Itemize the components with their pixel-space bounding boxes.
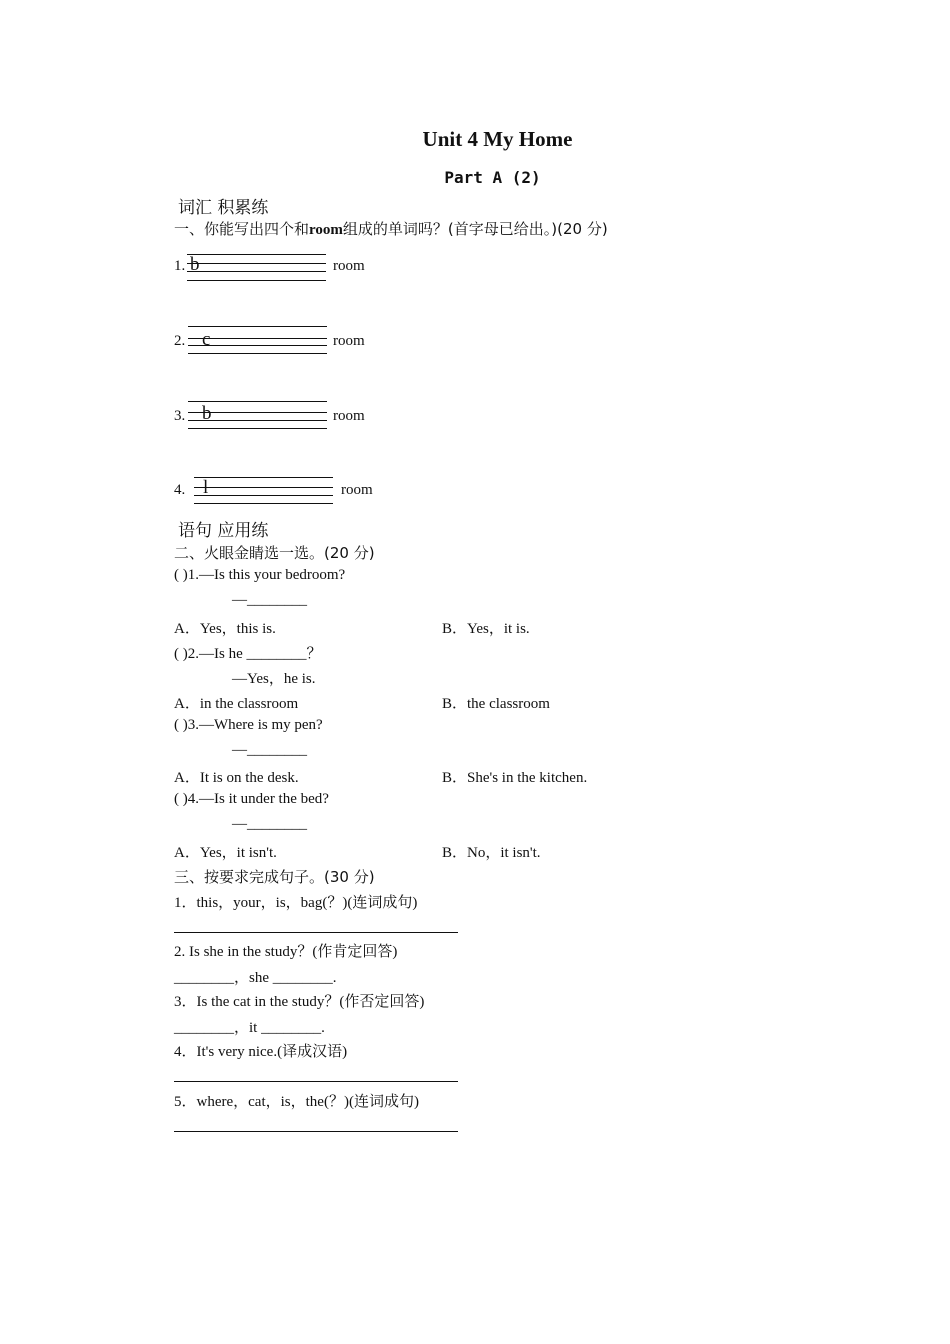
writing-line[interactable]	[194, 477, 333, 478]
item-number: 1.	[174, 258, 186, 274]
writing-line[interactable]	[188, 326, 327, 327]
section-heading-vocab: 词汇 积累练	[178, 198, 269, 218]
mc-answer-line-1[interactable]: —________	[232, 592, 307, 608]
writing-line[interactable]	[187, 254, 326, 255]
mc-question-3: ( )3.—Where is my pen?	[174, 717, 323, 733]
given-letter: c	[202, 329, 211, 350]
answer-line-5[interactable]	[174, 1131, 458, 1132]
page-subtitle: Part A (2)	[444, 168, 541, 187]
task-5: 5．where，cat，is，the(？)(连词成句)	[174, 1094, 419, 1110]
writing-line[interactable]	[188, 428, 327, 429]
mc-option-b-1: B．Yes，it is.	[442, 621, 530, 637]
writing-line[interactable]	[187, 280, 326, 281]
writing-line[interactable]	[194, 495, 333, 496]
item-suffix: room	[333, 333, 365, 349]
mc-option-a-3: A．It is on the desk.	[174, 770, 299, 786]
mc-option-a-2: A．in the classroom	[174, 696, 299, 712]
writing-line[interactable]	[188, 353, 327, 354]
mc-option-b-3: B．She's in the kitchen.	[442, 770, 588, 786]
mc-question-1: ( )1.—Is this your bedroom?	[174, 567, 346, 583]
writing-line[interactable]	[188, 338, 327, 339]
item-suffix: room	[341, 482, 373, 498]
task-2-answer[interactable]: ________，she ________.	[174, 970, 337, 986]
item-number: 2.	[174, 333, 186, 349]
task-3-answer[interactable]: ________，it ________.	[174, 1020, 325, 1036]
mc-answer-line-3[interactable]: —________	[232, 742, 307, 758]
task-4: 4．It's very nice.(译成汉语)	[174, 1044, 348, 1060]
writing-line[interactable]	[194, 503, 333, 504]
task-3: 3．Is the cat in the study？(作否定回答)	[174, 994, 425, 1010]
given-letter: b	[202, 403, 212, 424]
mc-question-2: ( )2.—Is he ________？	[174, 646, 322, 662]
writing-line[interactable]	[188, 345, 327, 346]
mc-option-b-2: B．the classroom	[442, 696, 550, 712]
part1-instruction: 一、你能写出四个和room组成的单词吗？(首字母已给出。)(20 分)	[174, 220, 608, 238]
task-2: 2. Is she in the study？(作肯定回答)	[174, 944, 398, 960]
section-heading-sentence: 语句 应用练	[178, 521, 269, 541]
writing-line[interactable]	[188, 401, 327, 402]
answer-line-4[interactable]	[174, 1081, 458, 1082]
page-title: Unit 4 My Home	[422, 127, 573, 151]
writing-line[interactable]	[194, 487, 333, 488]
answer-line-1[interactable]	[174, 932, 458, 933]
given-letter: b	[190, 254, 200, 275]
mc-question-4: ( )4.—Is it under the bed?	[174, 791, 329, 807]
item-number: 4.	[174, 482, 186, 498]
item-suffix: room	[333, 258, 365, 274]
part2-instruction: 二、火眼金睛选一选。(20 分)	[174, 544, 375, 562]
mc-answer-line-2: —Yes，he is.	[232, 671, 316, 687]
task-1: 1．this，your，is，bag(？)(连词成句)	[174, 895, 418, 911]
part3-instruction: 三、按要求完成句子。(30 分)	[174, 868, 375, 886]
writing-line[interactable]	[188, 420, 327, 421]
mc-option-a-4: A．Yes，it isn't.	[174, 845, 277, 861]
given-letter: l	[203, 477, 209, 498]
mc-answer-line-4[interactable]: —________	[232, 816, 307, 832]
writing-line[interactable]	[188, 412, 327, 413]
writing-line[interactable]	[187, 263, 326, 264]
mc-option-a-1: A．Yes，this is.	[174, 621, 276, 637]
mc-option-b-4: B．No，it isn't.	[442, 845, 541, 861]
item-number: 3.	[174, 408, 186, 424]
writing-line[interactable]	[187, 271, 326, 272]
item-suffix: room	[333, 408, 365, 424]
